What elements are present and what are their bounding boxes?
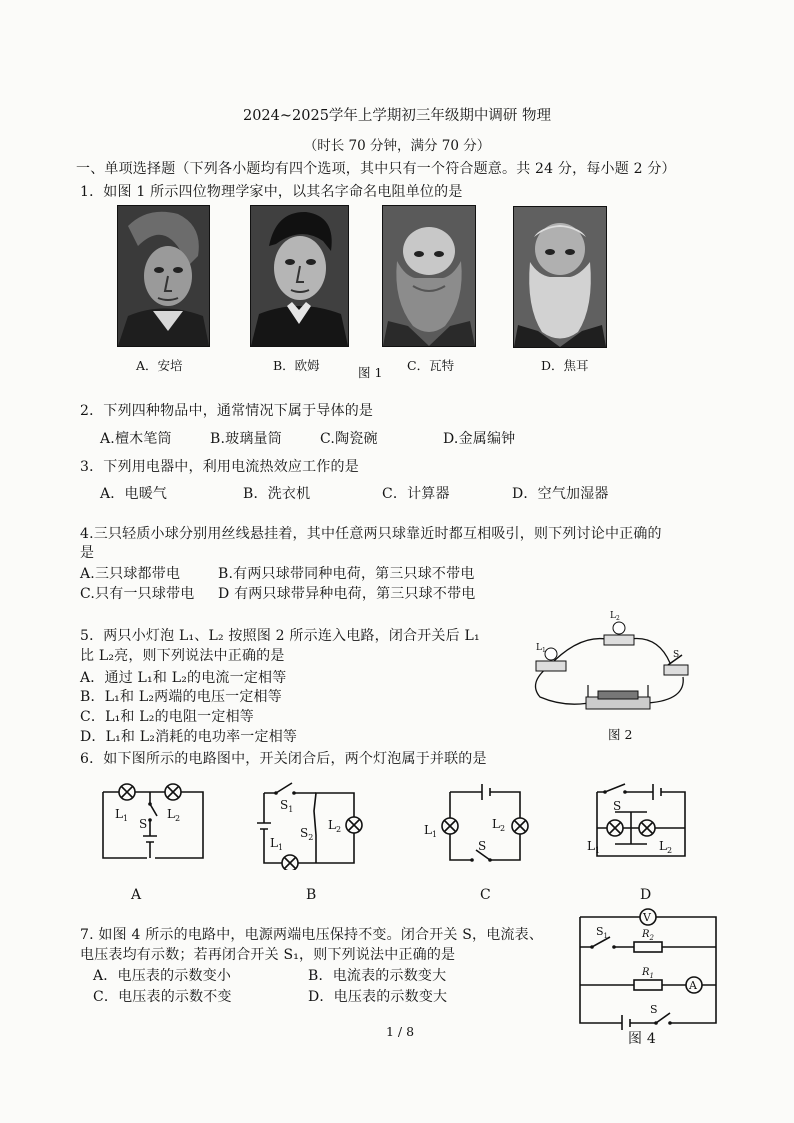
circuit-diagram-b <box>250 775 375 870</box>
circuit-label-c: C <box>480 887 491 903</box>
circuit-label-b: B <box>306 887 317 903</box>
svg-text:L1: $L_1$ <box>424 823 438 839</box>
svg-text:L2: $L_2$ <box>167 807 181 823</box>
q2-option-a[interactable]: A.檀木笔筒 <box>100 431 172 447</box>
option-d-label[interactable]: D．焦耳 <box>541 358 589 373</box>
svg-text:L1: $L_1$ <box>270 836 284 852</box>
circuit-label-a: A <box>131 887 142 903</box>
q4-option-d[interactable]: D 有两只球带异种电荷，第三只球不带电 <box>218 586 476 602</box>
portrait-ampere <box>117 205 210 347</box>
figure-2-circuit-sketch <box>518 605 698 720</box>
circuit-diagram-c <box>420 778 535 870</box>
portrait-watt <box>382 205 476 347</box>
svg-text:S1: $S_1$ <box>596 925 609 940</box>
q3-option-d[interactable]: D．空气加湿器 <box>512 486 609 502</box>
q2-option-b[interactable]: B.玻璃量筒 <box>210 431 282 447</box>
q3-option-c[interactable]: C．计算器 <box>382 486 450 502</box>
exam-title: 2024~2025学年上学期初三年级期中调研 物理 <box>242 108 552 124</box>
figure-2-caption: 图 2 <box>608 727 633 742</box>
question-6-stem: 6．如下图所示的电路图中，开关闭合后，两个灯泡属于并联的是 <box>80 751 487 767</box>
svg-text:S: S <box>478 839 487 853</box>
section-heading: 一、单项选择题（下列各小题均有四个选项，其中只有一个符合题意。共 24 分，每小题 2 分） <box>76 161 676 177</box>
svg-text:L2: $L_2$ <box>610 611 620 622</box>
question-4-stem-line1: 4.三只轻质小球分别用丝线悬挂着，其中任意两只球靠近时都互相吸引，则下列讨论中正确的 <box>80 526 662 542</box>
svg-text:V: V <box>643 911 651 924</box>
question-3-stem: 3．下列用电器中，利用电流热效应工作的是 <box>80 459 359 475</box>
q2-option-d[interactable]: D.金属编钟 <box>443 431 516 447</box>
question-2-stem: 2．下列四种物品中，通常情况下属于导体的是 <box>80 403 374 419</box>
circuit-diagram-d <box>585 778 700 870</box>
svg-text:L2: $L_2$ <box>659 839 673 855</box>
svg-text:R1: $R_1$ <box>642 967 654 980</box>
option-b-label[interactable]: B．欧姆 <box>273 358 320 373</box>
q7-option-b[interactable]: B．电流表的示数变大 <box>308 968 447 984</box>
svg-text:L1: $L_1$ <box>587 839 601 855</box>
q3-option-b[interactable]: B．洗衣机 <box>243 486 311 502</box>
q4-option-b[interactable]: B.有两只球带同种电荷，第三只球不带电 <box>218 566 475 582</box>
question-7-stem-line2: 电压表均有示数；若再闭合开关 S₁，则下列说法中正确的是 <box>80 947 456 963</box>
q4-option-a[interactable]: A.三只球都带电 <box>80 566 181 582</box>
question-5-stem-line2: 比 L₂亮，则下列说法中正确的是 <box>80 648 285 664</box>
svg-text:S: S <box>139 817 148 831</box>
q5-option-d[interactable]: D．L₁和 L₂消耗的电功率一定相等 <box>80 729 298 745</box>
question-1-stem: 1．如图 1 所示四位物理学家中，以其名字命名电阻单位的是 <box>80 184 463 200</box>
svg-text:S: S <box>673 650 680 660</box>
svg-text:S1: $S_1$ <box>280 798 294 814</box>
svg-text:L1: $L_1$ <box>536 643 546 654</box>
portrait-ohm <box>250 205 349 347</box>
q3-option-a[interactable]: A．电暖气 <box>100 486 168 502</box>
figure-1-caption: 图 1 <box>358 365 383 380</box>
svg-text:L2: $L_2$ <box>492 817 506 833</box>
svg-text:R2: $R_2$ <box>642 929 654 942</box>
q7-option-c[interactable]: C．电压表的示数不变 <box>93 989 232 1005</box>
svg-text:L2: $L_2$ <box>328 818 342 834</box>
question-7-stem-line1: 7. 如图 4 所示的电路中，电源两端电压保持不变。闭合开关 S，电流表、 <box>80 927 544 943</box>
question-4-stem-line2: 是 <box>80 545 95 561</box>
svg-text:L1: $L_1$ <box>115 807 129 823</box>
circuit-label-d: D <box>640 887 652 903</box>
q5-option-c[interactable]: C．L₁和 L₂的电阻一定相等 <box>80 709 254 725</box>
q5-option-a[interactable]: A．通过 L₁和 L₂的电流一定相等 <box>80 670 287 686</box>
page-number: 1 / 8 <box>386 1024 415 1039</box>
figure-4-caption: 图 4 <box>628 1031 656 1047</box>
q4-option-c[interactable]: C.只有一只球带电 <box>80 586 195 602</box>
option-c-label[interactable]: C．瓦特 <box>407 358 455 373</box>
exam-subtitle: （时长 70 分钟，满分 70 分） <box>303 138 491 154</box>
option-a-label[interactable]: A．安培 <box>136 358 183 373</box>
svg-text:S: S <box>613 799 622 813</box>
q5-option-b[interactable]: B．L₁和 L₂两端的电压一定相等 <box>80 689 282 705</box>
figure-4-circuit <box>570 905 720 1030</box>
circuit-diagram-a <box>95 780 215 865</box>
portrait-joule <box>513 206 607 348</box>
svg-text:S: S <box>650 1003 658 1016</box>
svg-text:A: A <box>689 979 697 992</box>
q2-option-c[interactable]: C.陶瓷碗 <box>320 431 378 447</box>
question-5-stem-line1: 5．两只小灯泡 L₁、L₂ 按照图 2 所示连入电路，闭合开关后 L₁ <box>80 628 480 644</box>
svg-text:S2: $S_2$ <box>300 826 314 842</box>
q7-option-d[interactable]: D．电压表的示数变大 <box>308 989 448 1005</box>
q7-option-a[interactable]: A．电压表的示数变小 <box>93 968 232 984</box>
